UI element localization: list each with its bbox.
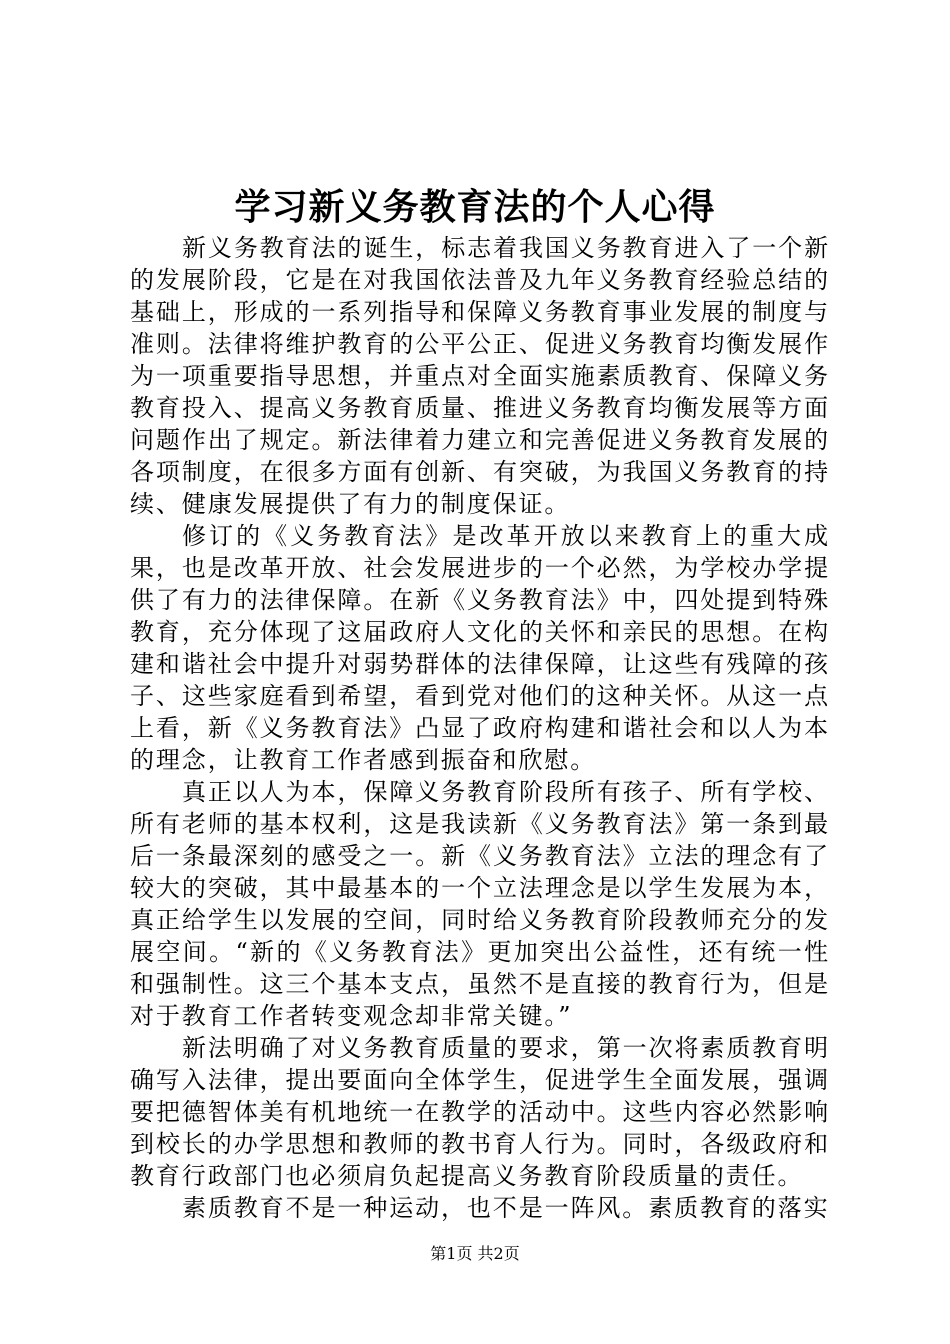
document-body <box>130 232 830 1224</box>
page-number-footer: 第1页 共2页 <box>430 1244 520 1263</box>
paragraph: 真正以人为本，保障义务教育阶段所有孩子、所有学校、所有老师的基本权利，这是我读新《义务教育法》第一条到最后一条最深刻的感受之一。新《义务教育法》立法的理念有了较大的突破，其中最基本的一个立法理念是以学生发展为本，真正给学生以发展的空间，同时给义务教育阶段教师充分的发展空间。“新的《义务教育法》更加突出公益性，还有统一性和强制性。这三个基本支点，虽然不是直接的教育行为，但是对于教育工作者转变观念却非常关键。” <box>130 778 830 1030</box>
paragraph: 修订的《义务教育法》是改革开放以来教育上的重大成果，也是改革开放、社会发展进步的一个必然，为学校办学提供了有力的法律保障。在新《义务教育法》中，四处提到特殊教育，充分体现了这届政府人文化的关怀和亲民的思想。在构建和谐社会中提升对弱势群体的法律保障，让这些有残障的孩子、这些家庭看到希望，看到党对他们的这种关怀。从这一点上看，新《义务教育法》凸显了政府构建和谐社会和以人为本的理念，让教育工作者感到振奋和欣慰。 <box>130 522 830 774</box>
paragraph: 新义务教育法的诞生，标志着我国义务教育进入了一个新的发展阶段，它是在对我国依法普及九年义务教育经验总结的基础上，形成的一系列指导和保障义务教育事业发展的制度与准则。法律将维护教育的公平公正、促进义务教育均衡发展作为一项重要指导思想，并重点对全面实施素质教育、保障义务教育投入、提高义务教育质量、推进义务教育均衡发展等方面问题作出了规定。新法律着力建立和完善促进义务教育发展的各项制度，在很多方面有创新、有突破，为我国义务教育的持续、健康发展提供了有力的制度保证。 <box>130 234 830 518</box>
document-title: 学习新义务教育法的个人心得 <box>234 187 716 228</box>
paragraph: 素质教育不是一种运动，也不是一阵风。素质教育的落实 <box>182 1194 830 1222</box>
paragraph: 新法明确了对义务教育质量的要求，第一次将素质教育明确写入法律，提出要面向全体学生，促进学生全面发展，强调要把德智体美有机地统一在教学的活动中。这些内容必然影响到校长的办学思想和教师的教书育人行为。同时，各级政府和教育行政部门也必须肩负起提高义务教育阶段质量的责任。 <box>130 1034 830 1190</box>
